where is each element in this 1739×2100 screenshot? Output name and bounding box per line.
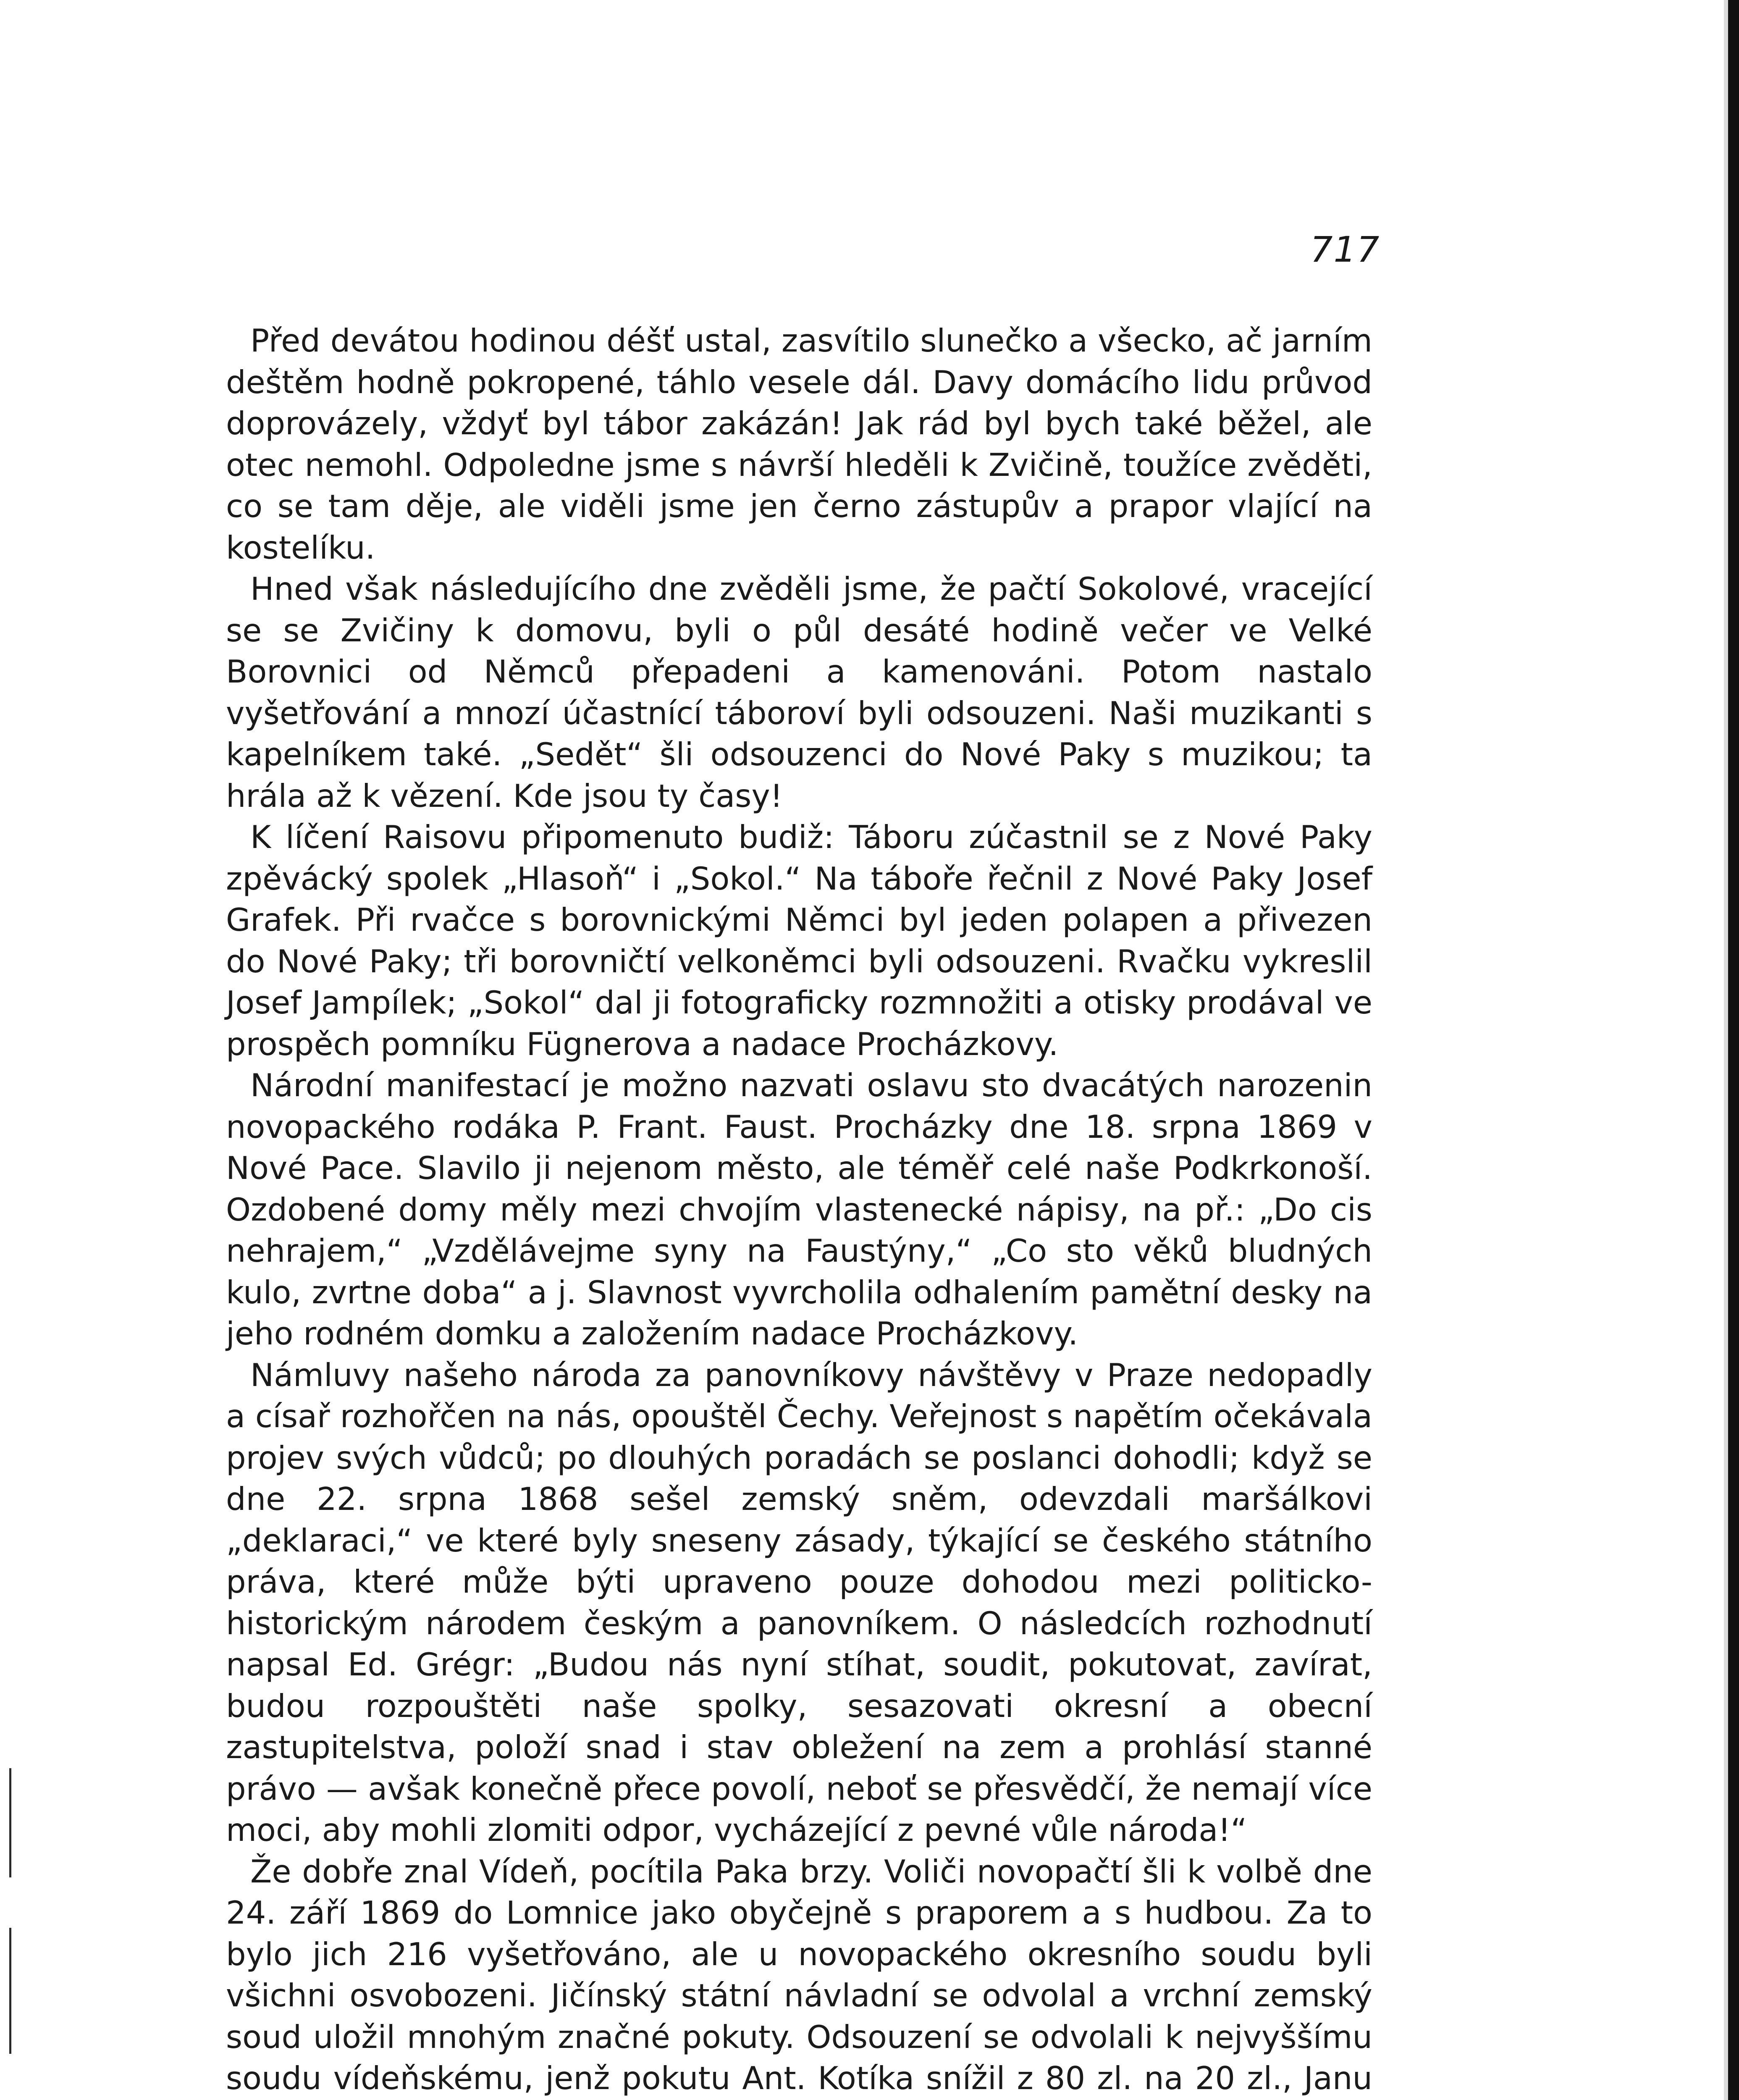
scan-mark-left-lower — [9, 1928, 11, 2054]
paragraph-3: K líčení Raisovu připomenuto budiž: Táboru zúčastnil se z Nové Paky zpěvácký spolek „Hlasoň“ i „Sokol.“ Na táboře řečnil z Nové Paky Josef Grafek. Při rvačce s borovnickými Němci byl jeden polapen a přivezen do Nové Paky; tři borovničtí velkoněmci byli odsouzeni. Rvačku vykreslil Josef Jampílek; „Sokol“ dal ji fotograficky rozmnožiti a otisky prodával ve prospěch pomníku Fügnerova a nadace Procházkovy. — [226, 819, 1372, 1063]
paragraph-6: Že dobře znal Vídeň, pocítila Paka brzy. Voliči novopačtí šli k volbě dne 24. září 1869 do Lomnice jako obyčejně s praporem a s hudbou. Za to bylo jich 216 vyšetřováno, ale u novopackého okresního soudu byli všichni osvobozeni. Jičínský státní návladní se odvolal a vrchní zemský soud uložil mnohým značné pokuty. Odsouzení se odvolali k nejvyššímu soudu vídeňskému, jenž pokutu Ant. Kotíka snížil z 80 zl. na 20 zl., Janu — [226, 1853, 1372, 2097]
paragraph-5: Námluvy našeho národa za panovníkovy návštěvy v Praze nedopadly a císař rozhořčen na nás, opouštěl Čechy. Veřejnost s napětím očekávala projev svých vůdců; po dlouhých poradách se poslanci dohodli; když se dne 22. srpna 1868 sešel zemský sněm, odevzdali maršálkovi „deklaraci,“ ve které byly sneseny zásady, týkající se českého státního práva, které může býti upraveno pouze dohodou mezi politicko-historickým národem českým a panovníkem. O následcích rozhodnutí napsal Ed. Grégr: „Budou nás nyní stíhat, soudit, pokutovat, zavírat, budou rozpouštěti naše spolky, sesazovati okresní a obecní zastupitelstva, položí snad i stav obležení na zem a prohlásí stanné právo — avšak konečně přece povolí, neboť se přesvědčí, že nemají více moci, aby mohli zlomiti odpor, vycházející z pevné vůle národa!“ — [226, 1356, 1372, 1848]
scan-mark-left — [9, 1768, 11, 1877]
body-text — [226, 320, 1372, 2100]
paragraph-4: Národní manifestací je možno nazvati oslavu sto dvacátých narozenin novopackého rodáka P. Frant. Faust. Procházky dne 18. srpna 1869 v Nové Pace. Slavilo ji nejenom město, ale téměř celé naše Podkrkonoší. Ozdobené domy měly mezi chvojím vlastenecké nápisy, na př.: „Do cis nehrajem,“ „Vzdělávejme syny na Faustýny,“ „Co sto věků bludných kulo, zvrtne doba“ a j. Slavnost vyvrcholila odhalením pamětní desky na jeho rodném domku a založením nadace Procházkovy. — [226, 1067, 1372, 1352]
scan-edge-right — [1728, 0, 1739, 2100]
paragraph-1: Před devátou hodinou déšť ustal, zasvítilo slunečko a všecko, ač jarním deštěm hodně pokropené, táhlo vesele dál. Davy domácího lidu průvod doprovázely, vždyť byl tábor zakázán! Jak rád byl bych také běžel, ale otec nemohl. Odpoledne jsme s návrší hleděli k Zvičině, toužíce zvěděti, co se tam děje, ale viděli jsme jen černo zástupův a prapor vlající na kostelíku. — [226, 322, 1372, 566]
scan-edge-gap — [1724, 0, 1728, 2100]
paragraph-2: Hned však následujícího dne zvěděli jsme, že pačtí Sokolové, vracející se se Zvičiny k domovu, byli o půl desáté hodině večer ve Velké Borovnici od Němců přepadeni a kamenováni. Potom nastalo vyšetřování a mnozí účastnící táboroví byli odsouzeni. Naši muzikanti s kapelníkem také. „Sedět“ šli odsouzenci do Nové Paky s muzikou; ta hrála až k vězení. Kde jsou ty časy! — [226, 570, 1372, 814]
page-number: 717 — [1310, 229, 1380, 270]
